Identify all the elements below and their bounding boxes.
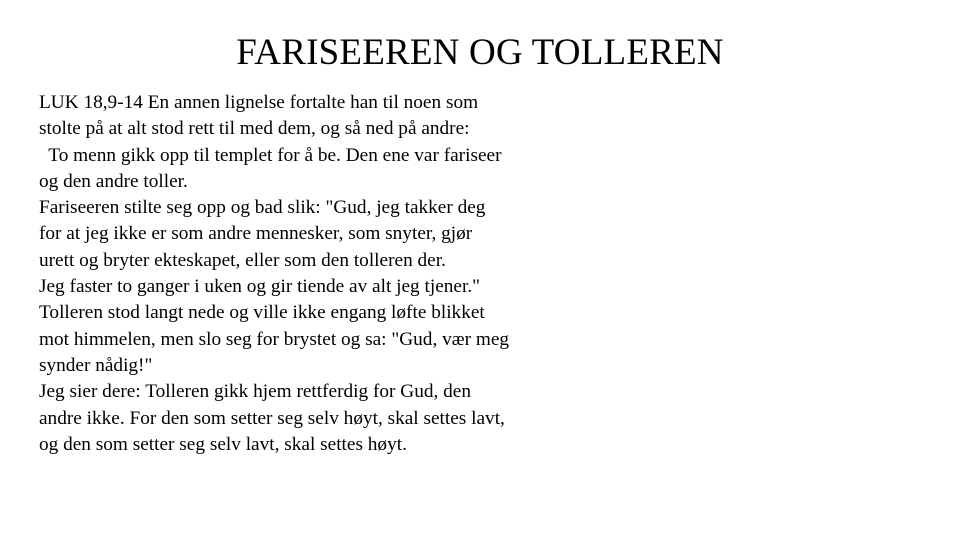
text-line: andre ikke. For den som setter seg selv høyt, skal settes lavt, (39, 407, 505, 429)
text-line: og den som setter seg selv lavt, skal settes høyt. (39, 433, 407, 455)
scripture-text (39, 90, 619, 458)
text-line: stolte på at alt stod rett til med dem, og så ned på andre: (39, 118, 470, 140)
text-line: mot himmelen, men slo seg for brystet og sa: "Gud, vær meg (39, 328, 510, 350)
text-line: urett og bryter ekteskapet, eller som den tolleren der. (39, 249, 446, 271)
text-line: Tolleren stod langt nede og ville ikke engang løfte blikket (39, 302, 485, 324)
text-line: Jeg faster to ganger i uken og gir tiende av alt jeg tjener." (39, 276, 481, 298)
text-line: Jeg sier dere: Tolleren gikk hjem rettferdig for Gud, den (39, 381, 471, 403)
text-line: Fariseeren stilte seg opp og bad slik: "Gud, jeg takker deg (39, 197, 486, 219)
slide-title: FARISEEREN OG TOLLEREN (236, 32, 724, 73)
text-line: To menn gikk opp til templet for å be. Den ene var fariseer (39, 144, 502, 166)
text-line: LUK 18,9-14 En annen lignelse fortalte han til noen som (39, 92, 479, 113)
text-line: og den andre toller. (39, 170, 188, 192)
text-line: synder nådig!" (39, 354, 153, 376)
text-line: for at jeg ikke er som andre mennesker, som snyter, gjør (39, 223, 473, 245)
